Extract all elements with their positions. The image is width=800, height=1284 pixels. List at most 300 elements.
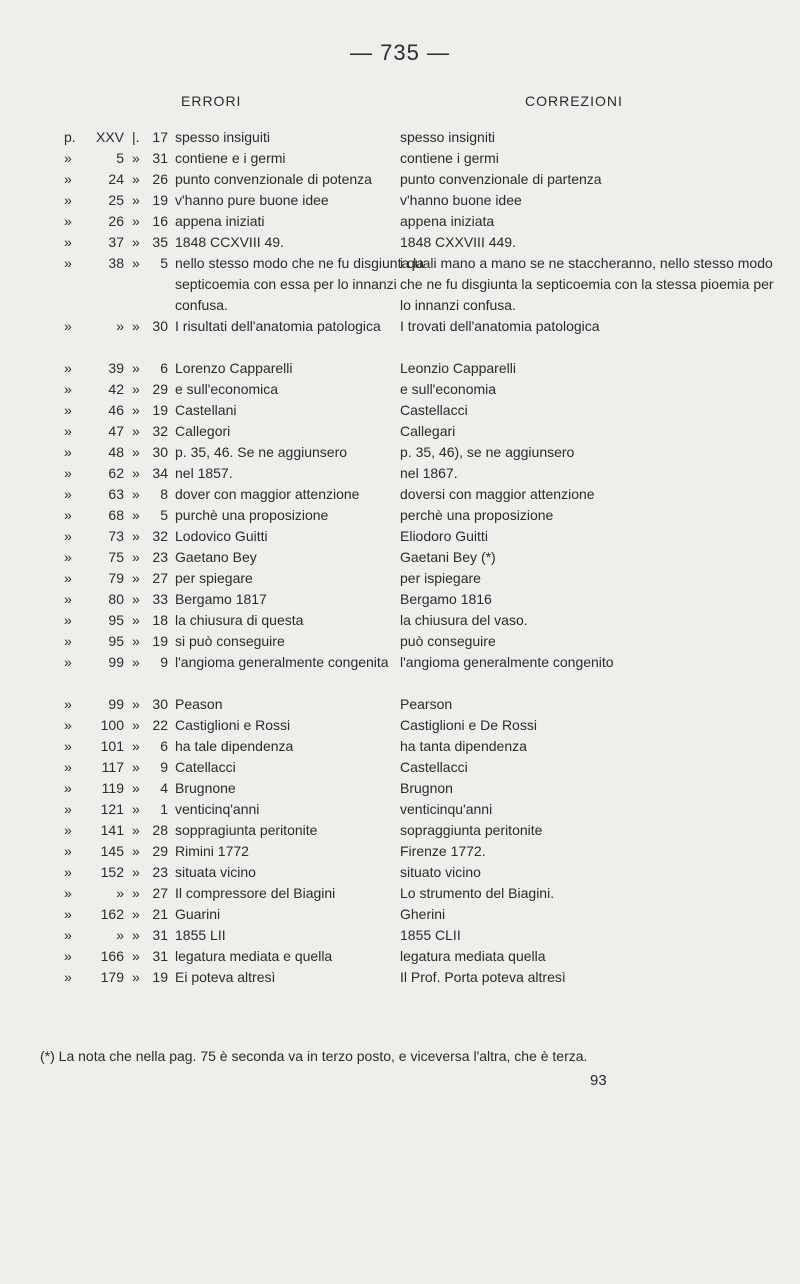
- errata-row: [64, 442, 364, 463]
- error-text: Castellani: [175, 402, 237, 418]
- page-ref: 42: [108, 381, 124, 397]
- errata-row: [64, 169, 372, 190]
- correction-text: situato vicino: [400, 864, 481, 880]
- page-ref: 62: [108, 465, 124, 481]
- page-ref: 68: [108, 507, 124, 523]
- footnote: (*) La nota che nella pag. 75 è seconda va in terzo posto, e viceversa l'altra, che è terza.: [40, 1048, 588, 1064]
- ditto-mark: »: [132, 654, 140, 670]
- line-ref: 9: [160, 759, 168, 775]
- ditto-mark: »: [132, 864, 140, 880]
- error-text: dover con maggior attenzione: [175, 486, 360, 502]
- correction-text: nel 1867.: [400, 465, 458, 481]
- error-text: 1855 LII: [175, 927, 226, 943]
- errata-row: [64, 505, 364, 526]
- page-prefix: »: [64, 822, 72, 838]
- errata-row: [64, 526, 364, 547]
- page-prefix: »: [64, 591, 72, 607]
- line-ref: 27: [152, 570, 168, 586]
- page-prefix: »: [64, 171, 72, 187]
- page-ref: XXV: [95, 129, 124, 145]
- page-prefix: »: [64, 906, 72, 922]
- error-text: v'hanno pure buone idee: [175, 192, 329, 208]
- line-ref: 35: [152, 234, 168, 250]
- correction-row: [400, 967, 790, 988]
- ditto-mark: »: [132, 150, 140, 166]
- ditto-mark: »: [132, 759, 140, 775]
- page-prefix: »: [64, 633, 72, 649]
- correction-text: e sull'economia: [400, 381, 497, 397]
- page-ref: 99: [108, 654, 124, 670]
- errata-row: [64, 358, 364, 379]
- correction-text: Firenze 1772.: [400, 843, 486, 859]
- page-ref: 26: [108, 213, 124, 229]
- error-text: Ei poteva altresì: [175, 969, 276, 985]
- ditto-mark: »: [132, 780, 140, 796]
- errata-row: [64, 148, 364, 169]
- correction-row: [400, 610, 790, 631]
- ditto-mark: »: [132, 822, 140, 838]
- line-ref: 30: [152, 444, 168, 460]
- ditto-mark: »: [132, 528, 140, 544]
- errata-row: [64, 925, 364, 946]
- errata-row: [64, 547, 364, 568]
- errata-row: [64, 463, 364, 484]
- error-text: Guarini: [175, 906, 221, 922]
- error-text: Lodovico Guitti: [175, 528, 268, 544]
- line-ref: 18: [152, 612, 168, 628]
- ditto-mark: »: [132, 885, 140, 901]
- errata-row: [64, 652, 389, 694]
- page-prefix: »: [64, 507, 72, 523]
- ditto-mark: »: [132, 360, 140, 376]
- error-text: contiene e i germi: [175, 150, 286, 166]
- correction-text: Castellacci: [400, 759, 468, 775]
- page-ref: 75: [108, 549, 124, 565]
- ditto-mark: »: [132, 927, 140, 943]
- ditto-mark: »: [132, 969, 140, 985]
- line-ref: 6: [160, 738, 168, 754]
- correction-row: [400, 442, 790, 463]
- page-prefix: »: [64, 549, 72, 565]
- correction-text: venticinqu'anni: [400, 801, 493, 817]
- ditto-mark: »: [132, 906, 140, 922]
- line-ref: 29: [152, 843, 168, 859]
- errata-row: [64, 610, 364, 631]
- correction-text: 1848 CXXVIII 449.: [400, 234, 516, 250]
- line-ref: 34: [152, 465, 168, 481]
- page-ref: 47: [108, 423, 124, 439]
- correction-text: Callegari: [400, 423, 456, 439]
- error-text: Rimini 1772: [175, 843, 249, 859]
- correction-text: ha tanta dipendenza: [400, 738, 527, 754]
- correction-row: [400, 568, 790, 589]
- page-prefix: »: [64, 801, 72, 817]
- correction-text: legatura mediata quella: [400, 948, 546, 964]
- correction-text: l'angioma generalmente congenito: [400, 654, 614, 670]
- line-ref: 31: [152, 150, 168, 166]
- error-text: situata vicino: [175, 864, 256, 880]
- line-ref: 21: [152, 906, 168, 922]
- page-prefix: »: [64, 423, 72, 439]
- errata-row: [64, 862, 364, 883]
- errata-row: [64, 568, 364, 589]
- correction-text: p. 35, 46), se ne aggiunsero: [400, 444, 575, 460]
- correction-text: Pearson: [400, 696, 453, 712]
- page-ref: 39: [108, 360, 124, 376]
- page-ref: 145: [100, 843, 124, 859]
- correction-row: [400, 463, 790, 484]
- ditto-mark: »: [132, 591, 140, 607]
- errata-row: [64, 421, 364, 442]
- correction-text: perchè una proposizione: [400, 507, 554, 523]
- correction-text: i quali mano a mano se ne staccheranno, nello stesso modo che ne fu disgiunta la septicoemia con la stessa pioemia per lo innanzi confusa.: [400, 255, 774, 313]
- correction-row: [400, 526, 790, 547]
- line-ref: 23: [152, 864, 168, 880]
- correction-row: [400, 505, 790, 526]
- errata-row: [64, 778, 364, 799]
- page-prefix: »: [64, 654, 72, 670]
- page-prefix: »: [64, 948, 72, 964]
- page-ref: 73: [108, 528, 124, 544]
- ditto-mark: »: [132, 717, 140, 733]
- page-ref: »: [116, 885, 124, 901]
- correction-row: [400, 358, 790, 379]
- error-text: soppragiunta peritonite: [175, 822, 318, 838]
- page-ref: 162: [100, 906, 124, 922]
- page-prefix: »: [64, 759, 72, 775]
- line-ref: 28: [152, 822, 168, 838]
- errata-row: [64, 484, 364, 505]
- line-ref: 33: [152, 591, 168, 607]
- correction-row: [400, 652, 790, 694]
- page-ref: 24: [108, 171, 124, 187]
- correction-row: [400, 379, 790, 400]
- ditto-mark: »: [132, 612, 140, 628]
- correction-row: [400, 190, 790, 211]
- line-ref: 30: [152, 318, 168, 334]
- page-ref: 63: [108, 486, 124, 502]
- correction-text: contiene i germi: [400, 150, 499, 166]
- error-text: appena iniziati: [175, 213, 265, 229]
- page-ref: 101: [100, 738, 124, 754]
- ditto-mark: »: [132, 549, 140, 565]
- errata-row: [64, 757, 364, 778]
- correction-row: [400, 421, 790, 442]
- correction-text: 1855 CLII: [400, 927, 461, 943]
- correction-row: [400, 400, 790, 421]
- correction-text: Bergamo 1816: [400, 591, 492, 607]
- page-prefix: »: [64, 486, 72, 502]
- page-prefix: »: [64, 360, 72, 376]
- page-prefix: »: [64, 885, 72, 901]
- line-ref: 8: [160, 486, 168, 502]
- line-ref: 30: [152, 696, 168, 712]
- correction-text: sopraggiunta peritonite: [400, 822, 543, 838]
- page-ref: 46: [108, 402, 124, 418]
- error-text: Il compressore del Biagini: [175, 885, 336, 901]
- page-prefix: »: [64, 864, 72, 880]
- errata-row: [64, 946, 364, 967]
- error-text: ha tale dipendenza: [175, 738, 294, 754]
- error-text: per spiegare: [175, 570, 253, 586]
- errata-row: [64, 211, 364, 232]
- page-prefix: »: [64, 150, 72, 166]
- error-text: p. 35, 46. Se ne aggiunsero: [175, 444, 348, 460]
- corrections-heading: CORREZIONI: [525, 93, 623, 109]
- errata-row: [64, 253, 425, 316]
- correction-row: [400, 799, 790, 820]
- correction-text: può conseguire: [400, 633, 496, 649]
- correction-row: [400, 232, 790, 253]
- page-ref: 99: [108, 696, 124, 712]
- correction-row: [400, 169, 790, 190]
- correction-text: Castellacci: [400, 402, 468, 418]
- line-ref: 23: [152, 549, 168, 565]
- correction-text: Gaetani Bey (*): [400, 549, 496, 565]
- page-prefix: »: [64, 843, 72, 859]
- correction-row: [400, 736, 790, 757]
- error-text: legatura mediata e quella: [175, 948, 333, 964]
- page-prefix: »: [64, 780, 72, 796]
- correction-row: [400, 862, 790, 883]
- correction-text: doversi con maggior attenzione: [400, 486, 595, 502]
- page-number: — 735 —: [350, 40, 450, 65]
- line-ref: 9: [160, 654, 168, 670]
- correction-row: [400, 148, 790, 169]
- error-text: la chiusura di questa: [175, 612, 304, 628]
- error-text: 1848 CCXVIII 49.: [175, 234, 284, 250]
- ditto-mark: »: [132, 171, 140, 187]
- correction-row: [400, 778, 790, 799]
- page-ref: 38: [108, 255, 124, 271]
- corrections-column: [400, 127, 790, 988]
- correction-text: spesso insigniti: [400, 129, 495, 145]
- error-text: nel 1857.: [175, 465, 233, 481]
- ditto-mark: »: [132, 633, 140, 649]
- error-text: l'angioma generalmente congenita: [175, 654, 389, 670]
- correction-text: appena iniziata: [400, 213, 495, 229]
- page-prefix: »: [64, 402, 72, 418]
- line-ref: 19: [152, 402, 168, 418]
- page-ref: 48: [108, 444, 124, 460]
- correction-row: [400, 694, 790, 715]
- ditto-mark: »: [132, 486, 140, 502]
- correction-row: [400, 547, 790, 568]
- ditto-mark: |.: [132, 129, 140, 145]
- line-ref: 1: [160, 801, 168, 817]
- errata-row: [64, 799, 364, 820]
- correction-row: [400, 484, 790, 505]
- line-ref: 29: [152, 381, 168, 397]
- error-text: venticinq'anni: [175, 801, 260, 817]
- correction-row: [400, 589, 790, 610]
- correction-row: [400, 715, 790, 736]
- ditto-mark: »: [132, 318, 140, 334]
- correction-text: v'hanno buone idee: [400, 192, 522, 208]
- error-text: e sull'economica: [175, 381, 279, 397]
- page-ref: 95: [108, 633, 124, 649]
- page-ref: 141: [100, 822, 124, 838]
- errata-row: [64, 232, 364, 253]
- errata-row: [64, 694, 364, 715]
- error-text: spesso insiguiti: [175, 129, 270, 145]
- page-prefix: »: [64, 570, 72, 586]
- page-prefix: »: [64, 444, 72, 460]
- correction-row: [400, 820, 790, 841]
- errata-row: [64, 967, 364, 988]
- page-ref: 119: [101, 780, 124, 796]
- error-text: Callegori: [175, 423, 231, 439]
- errata-row: [64, 589, 364, 610]
- page-ref: 79: [108, 570, 124, 586]
- correction-row: [400, 883, 790, 904]
- line-ref: 32: [152, 528, 168, 544]
- ditto-mark: »: [132, 507, 140, 523]
- error-text: purchè una proposizione: [175, 507, 329, 523]
- page-prefix: »: [64, 969, 72, 985]
- page-ref: 100: [100, 717, 124, 733]
- error-text: Peason: [175, 696, 223, 712]
- line-ref: 17: [152, 129, 168, 145]
- correction-text: punto convenzionale di partenza: [400, 171, 602, 187]
- correction-text: per ispiegare: [400, 570, 481, 586]
- correction-text: I trovati dell'anatomia patologica: [400, 318, 600, 334]
- page-prefix: »: [64, 381, 72, 397]
- correction-row: [400, 925, 790, 946]
- correction-text: la chiusura del vaso.: [400, 612, 528, 628]
- page-ref: 121: [100, 801, 124, 817]
- page-ref: »: [116, 927, 124, 943]
- page-prefix: »: [64, 738, 72, 754]
- correction-text: Castiglioni e De Rossi: [400, 717, 537, 733]
- page-prefix: »: [64, 528, 72, 544]
- errata-row: [64, 379, 364, 400]
- ditto-mark: »: [132, 381, 140, 397]
- line-ref: 31: [152, 927, 168, 943]
- errata-row: [64, 631, 364, 652]
- correction-row: [400, 946, 790, 967]
- ditto-mark: »: [132, 738, 140, 754]
- ditto-mark: »: [132, 801, 140, 817]
- ditto-mark: »: [132, 570, 140, 586]
- errata-row: [64, 904, 364, 925]
- line-ref: 4: [160, 780, 168, 796]
- errata-row: [64, 736, 364, 757]
- error-text: Bergamo 1817: [175, 591, 267, 607]
- correction-row: [400, 316, 790, 358]
- line-ref: 22: [152, 717, 168, 733]
- page-prefix: »: [64, 927, 72, 943]
- page-prefix: »: [64, 717, 72, 733]
- ditto-mark: »: [132, 948, 140, 964]
- ditto-mark: »: [132, 213, 140, 229]
- page-ref: 117: [101, 759, 124, 775]
- line-ref: 31: [152, 948, 168, 964]
- errata-row: [64, 190, 364, 211]
- error-text: Brugnone: [175, 780, 236, 796]
- page-ref: 166: [100, 948, 124, 964]
- errata-row: [64, 316, 381, 358]
- correction-row: [400, 841, 790, 862]
- errata-row: [64, 715, 364, 736]
- page-prefix: »: [64, 234, 72, 250]
- page-prefix: »: [64, 318, 72, 334]
- ditto-mark: »: [132, 843, 140, 859]
- page-prefix: »: [64, 192, 72, 208]
- correction-row: [400, 253, 790, 316]
- errata-row: [64, 820, 364, 841]
- error-text: Catellacci: [175, 759, 236, 775]
- line-ref: 19: [152, 969, 168, 985]
- errata-row: [64, 841, 364, 862]
- page-ref: 5: [116, 150, 124, 166]
- error-text: si può conseguire: [175, 633, 285, 649]
- line-ref: 32: [152, 423, 168, 439]
- line-ref: 16: [152, 213, 168, 229]
- error-text: Lorenzo Capparelli: [175, 360, 293, 376]
- error-text: punto convenzionale di potenza: [175, 171, 372, 187]
- page-ref: 152: [100, 864, 124, 880]
- errata-row: [64, 883, 364, 904]
- page-prefix: »: [64, 696, 72, 712]
- line-ref: 19: [152, 633, 168, 649]
- correction-text: Gherini: [400, 906, 446, 922]
- line-ref: 27: [152, 885, 168, 901]
- ditto-mark: »: [132, 255, 140, 271]
- page-prefix: »: [64, 213, 72, 229]
- page-ref: 95: [108, 612, 124, 628]
- correction-row: [400, 211, 790, 232]
- ditto-mark: »: [132, 444, 140, 460]
- line-ref: 26: [152, 171, 168, 187]
- ditto-mark: »: [132, 423, 140, 439]
- page-prefix: p.: [64, 129, 76, 145]
- correction-text: Brugnon: [400, 780, 453, 796]
- page-ref: 179: [100, 969, 124, 985]
- errors-heading: ERRORI: [181, 93, 242, 109]
- correction-text: Eliodoro Guitti: [400, 528, 488, 544]
- correction-row: [400, 127, 790, 148]
- error-text: Castiglioni e Rossi: [175, 717, 291, 733]
- ditto-mark: »: [132, 234, 140, 250]
- page-ref: »: [116, 318, 124, 334]
- ditto-mark: »: [132, 465, 140, 481]
- errata-row: [64, 127, 364, 148]
- error-text: nello stesso modo che ne fu disgiunta la septicoemia con essa per lo innanzi confusa.: [175, 255, 425, 313]
- ditto-mark: »: [132, 402, 140, 418]
- correction-row: [400, 631, 790, 652]
- ditto-mark: »: [132, 192, 140, 208]
- page-prefix: »: [64, 255, 72, 271]
- folio-number: 93: [590, 1072, 607, 1089]
- error-text: I risultati dell'anatomia patologica: [175, 318, 381, 334]
- page-prefix: »: [64, 612, 72, 628]
- page-prefix: »: [64, 465, 72, 481]
- correction-row: [400, 757, 790, 778]
- page-ref: 25: [108, 192, 124, 208]
- page-ref: 37: [108, 234, 124, 250]
- correction-text: Leonzio Capparelli: [400, 360, 516, 376]
- errata-row: [64, 400, 364, 421]
- line-ref: 19: [152, 192, 168, 208]
- error-text: Gaetano Bey: [175, 549, 257, 565]
- ditto-mark: »: [132, 696, 140, 712]
- line-ref: 5: [160, 507, 168, 523]
- correction-text: Lo strumento del Biagini.: [400, 885, 555, 901]
- page-ref: 80: [108, 591, 124, 607]
- correction-row: [400, 904, 790, 925]
- correction-text: Il Prof. Porta poteva altresì: [400, 969, 566, 985]
